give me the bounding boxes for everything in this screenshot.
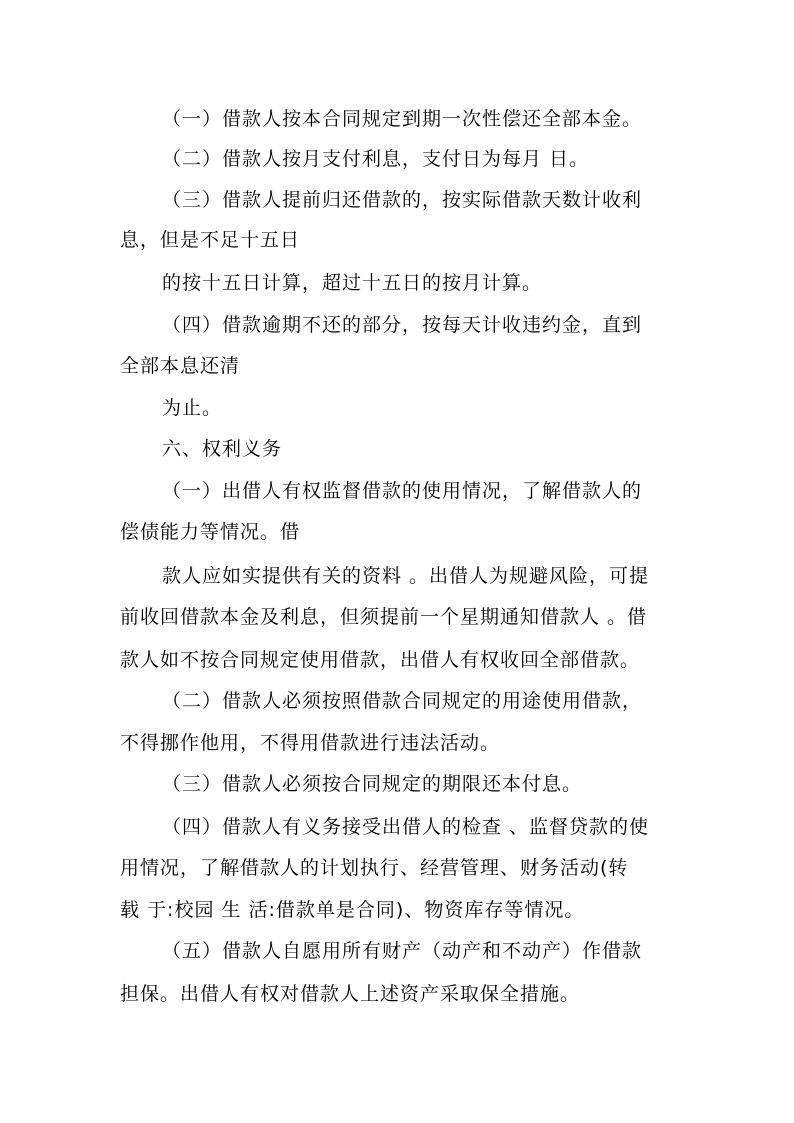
paragraph-line: 为止。 xyxy=(162,397,223,419)
paragraph-line: 息，但是不足十五日 xyxy=(120,229,301,251)
paragraph-line: 不得挪作他用，不得用借款进行违法活动。 xyxy=(120,732,501,754)
paragraph-line: 载 于:校园 生 活:借款单是合同)、物资库存等情况。 xyxy=(120,899,585,921)
paragraph-line: 全部本息还清 xyxy=(120,355,241,377)
paragraph-line: 款人应如实提供有关的资料 。出借人为规避风险，可提 xyxy=(162,565,650,587)
paragraph-line: （四）借款逾期不还的部分，按每天计收违约金，直到 xyxy=(162,314,643,336)
paragraph-line: （三）借款人提前归还借款的，按实际借款天数计收利 xyxy=(162,189,643,211)
paragraph-line: 的按十五日计算，超过十五日的按月计算。 xyxy=(162,272,543,294)
section-heading: 六、权利义务 xyxy=(162,438,283,460)
paragraph-line: （一）借款人按本合同规定到期一次性偿还全部本金。 xyxy=(162,108,643,130)
paragraph-line: （二）借款人按月支付利息，支付日为每月 日。 xyxy=(162,148,590,170)
paragraph-line: （一）出借人有权监督借款的使用情况，了解借款人的 xyxy=(162,480,643,502)
paragraph-line: （五）借款人自愿用所有财产（动产和不动产）作借款 xyxy=(162,940,643,962)
paragraph-line: 前收回借款本金及利息，但须提前一个星期通知借款人 。借 xyxy=(120,606,648,628)
paragraph-line: （三）借款人必须按合同规定的期限还本付息。 xyxy=(162,773,583,795)
paragraph-line: 用情况，了解借款人的计划执行、经营管理、财务活动(转 xyxy=(120,857,629,879)
paragraph-line: （四）借款人有义务接受出借人的检查 、监督贷款的使 xyxy=(162,816,650,838)
paragraph-line: 偿债能力等情况。借 xyxy=(120,521,301,543)
paragraph-line: 担保。出借人有权对借款人上述资产采取保全措施。 xyxy=(120,983,581,1005)
paragraph-line: （二）借款人必须按照借款合同规定的用途使用借款， xyxy=(162,690,643,712)
paragraph-line: 款人如不按合同规定使用借款，出借人有权收回全部借款。 xyxy=(120,649,641,671)
